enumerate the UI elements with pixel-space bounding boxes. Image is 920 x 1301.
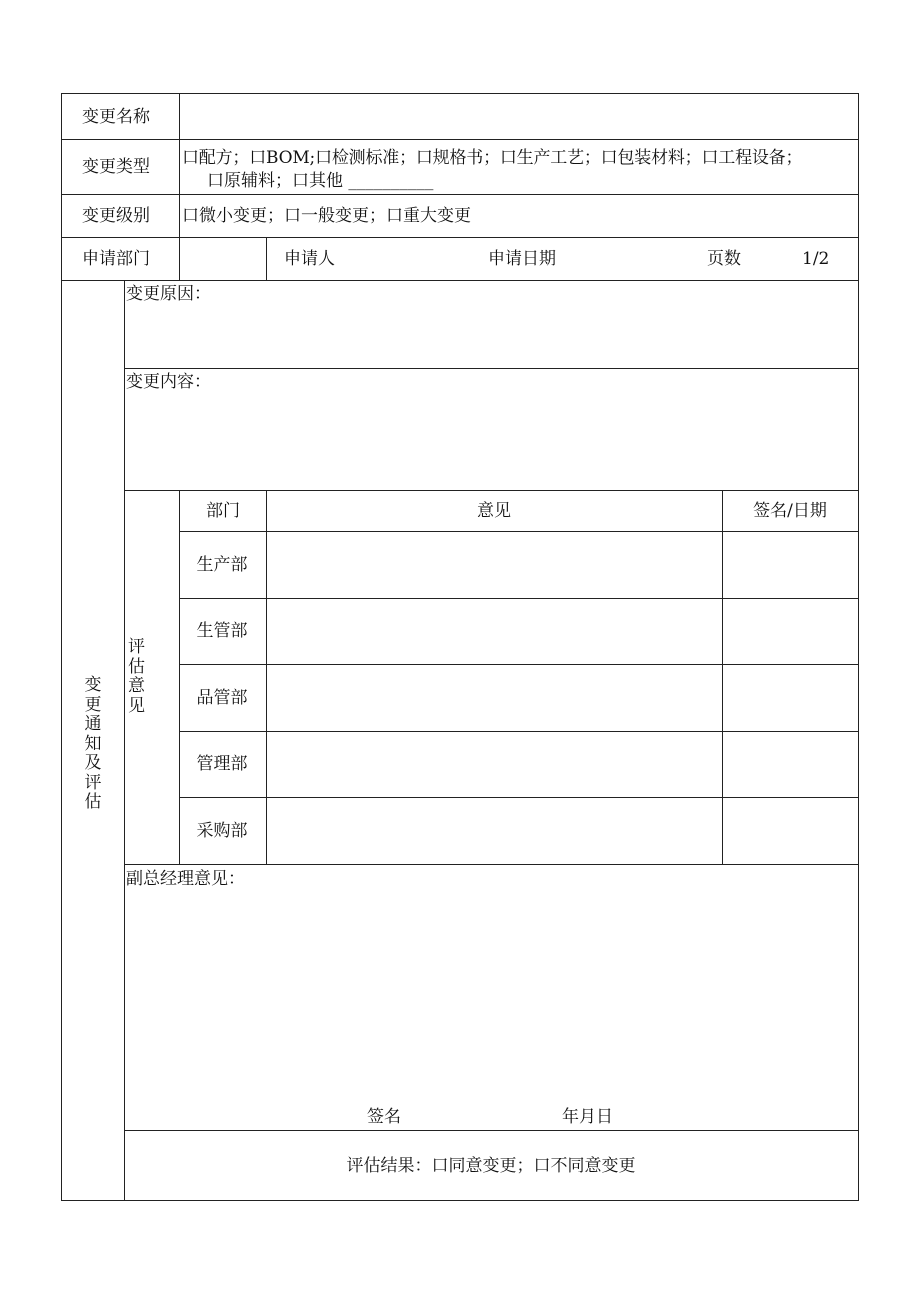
eval-sign-production-control[interactable]: [724, 600, 857, 663]
signature-label: 签名: [367, 1107, 401, 1127]
eval-opinion-purchasing[interactable]: [268, 799, 721, 863]
change-level-options[interactable]: 口微小变更；口一般变更；口重大变更: [182, 206, 471, 226]
apply-dept-label: 申请部门: [82, 249, 150, 269]
change-type-options-line1[interactable]: 口配方；口BOM;口检测标准；口规格书；口生产工艺；口包装材料；口工程设备；: [182, 148, 803, 168]
eval-header-dept: 部门: [206, 501, 240, 521]
apply-dept-field[interactable]: [181, 239, 265, 279]
applicant-label: 申请人: [284, 249, 335, 269]
eval-sign-purchasing[interactable]: [724, 799, 857, 863]
vp-opinion-label: 副总经理意见：: [126, 869, 245, 889]
eval-opinion-management[interactable]: [268, 733, 721, 796]
eval-opinion-production[interactable]: [268, 533, 721, 597]
eval-sign-management[interactable]: [724, 733, 857, 796]
eval-opinion-production-control[interactable]: [268, 600, 721, 663]
eval-dept-purchasing: 采购部: [196, 821, 248, 841]
change-content-label: 变更内容：: [126, 372, 211, 392]
eval-opinion-quality[interactable]: [268, 666, 721, 730]
eval-dept-production-control: 生管部: [196, 621, 248, 641]
eval-header-opinion: 意见: [477, 501, 511, 521]
eval-header-signature-date: 签名/日期: [753, 501, 827, 521]
eval-dept-production: 生产部: [196, 555, 248, 575]
apply-date-label: 申请日期: [488, 249, 556, 269]
evaluation-result[interactable]: 评估结果：口同意变更；口不同意变更: [346, 1156, 636, 1176]
change-reason-field[interactable]: [126, 305, 856, 365]
change-type-options-line2[interactable]: 口原辅料；口其他 __________: [207, 171, 434, 191]
change-name-field[interactable]: [181, 95, 857, 138]
change-type-label: 变更类型: [82, 157, 150, 177]
eval-sign-production[interactable]: [724, 533, 857, 597]
vp-opinion-field[interactable]: [126, 892, 856, 1092]
eval-label-vertical: 评估意见: [128, 637, 145, 716]
change-content-field[interactable]: [126, 394, 856, 487]
eval-dept-quality: 品管部: [196, 688, 248, 708]
change-level-label: 变更级别: [82, 206, 150, 226]
change-reason-label: 变更原因：: [126, 284, 211, 304]
eval-sign-quality[interactable]: [724, 666, 857, 730]
eval-dept-management: 管理部: [196, 754, 248, 774]
page-count-value: 1/2: [802, 249, 830, 269]
page-count-label: 页数: [707, 249, 741, 269]
change-name-label: 变更名称: [82, 107, 150, 127]
date-label: 年月日: [562, 1107, 613, 1127]
section-label-vertical: 变更通知及评估: [84, 675, 102, 812]
